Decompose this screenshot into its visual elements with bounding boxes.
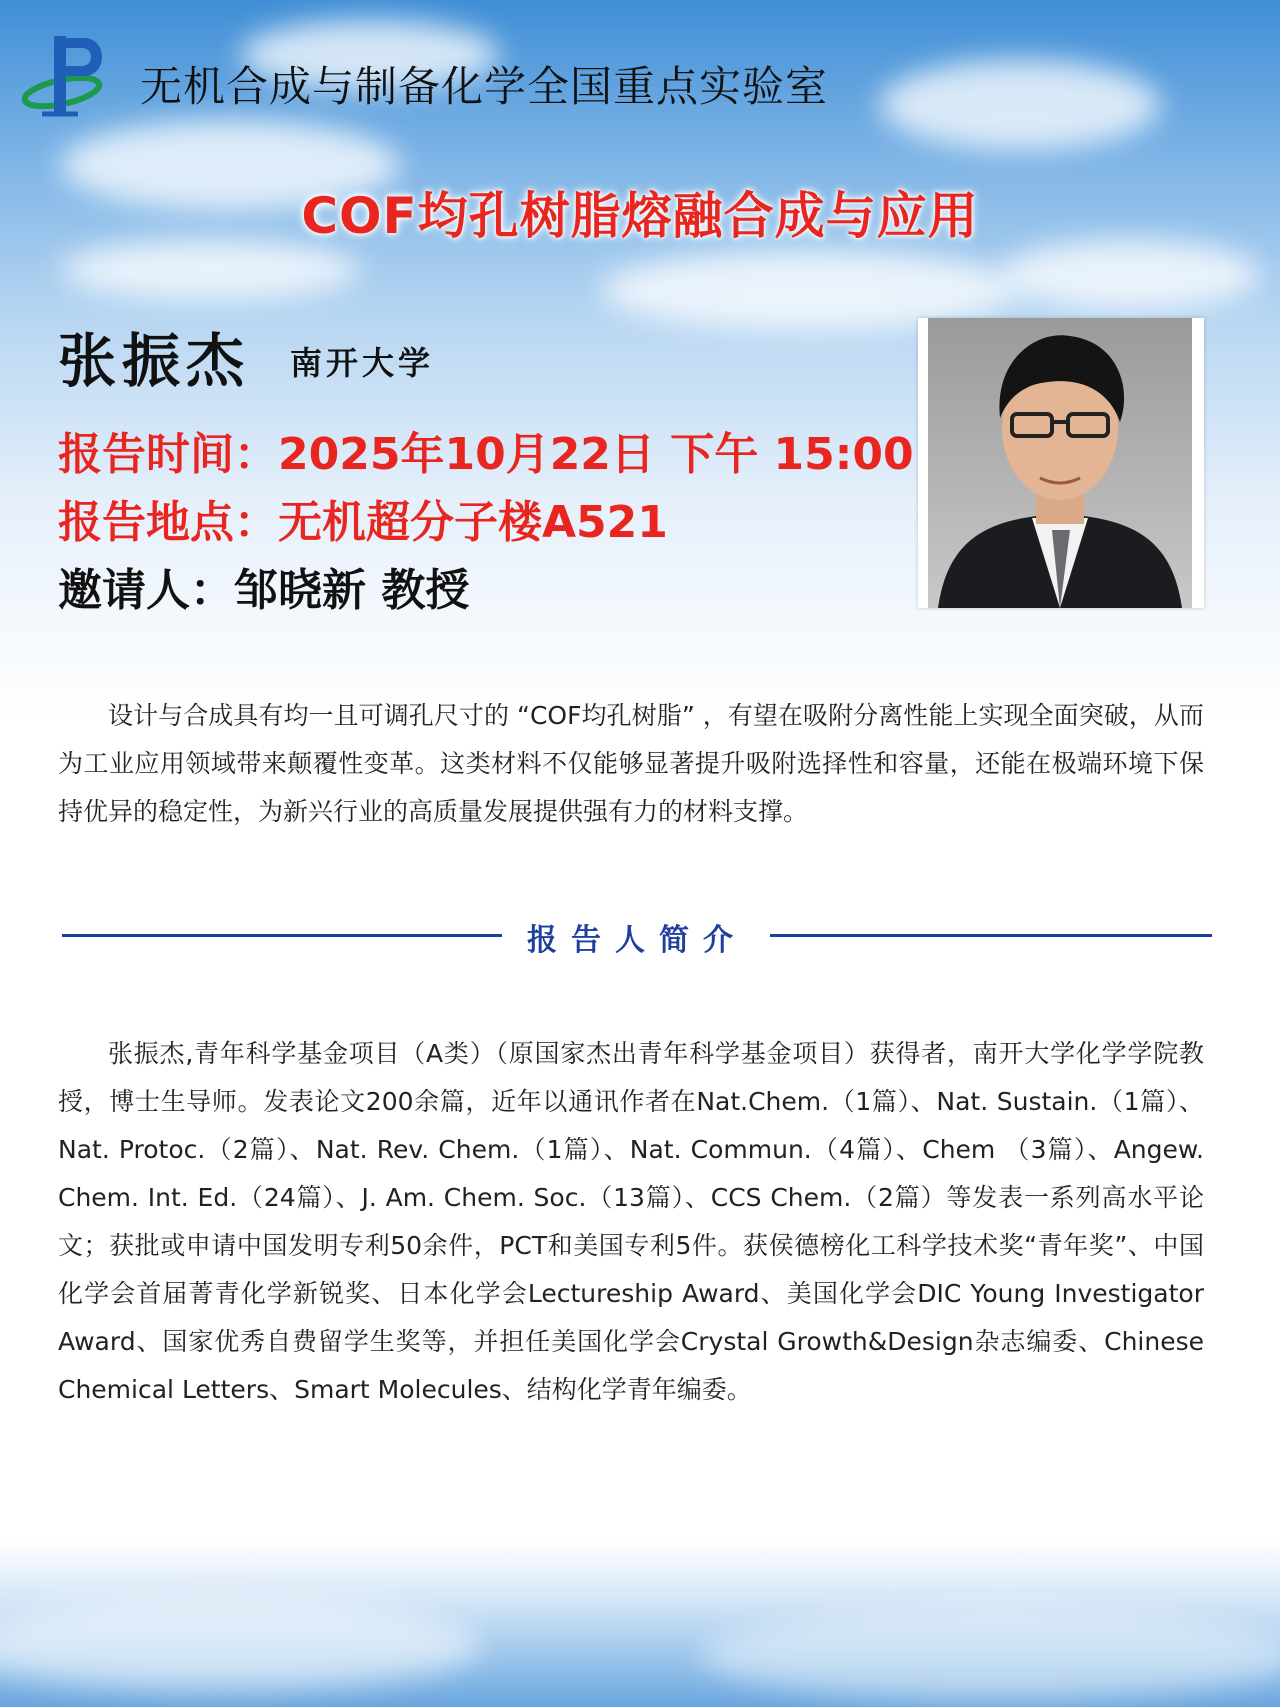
speaker-photo-frame <box>918 318 1204 608</box>
speaker-affiliation: 南开大学 <box>290 344 435 382</box>
talk-title: COF均孔树脂熔融合成与应用 <box>301 187 979 245</box>
talk-abstract: 设计与合成具有均一且可调孔尺寸的 “COF均孔树脂” ，有望在吸附分离性能上实现全面突破，从而为工业应用领域带来颠覆性变革。这类材料不仅能够显著提升吸附选择性和容量，还能在极端环境下保持优异的稳定性，为新兴行业的高质量发展提供强有力的材料支撑。 <box>58 701 1204 826</box>
footer-sky-band <box>0 1540 1280 1707</box>
talk-location: 报告地点：无机超分子楼A521 <box>58 497 668 548</box>
speaker-name: 张振杰 <box>58 327 251 395</box>
lab-name: 无机合成与制备化学全国重点实验室 <box>140 62 829 111</box>
talk-time: 报告时间：2025年10月22日 下午 15:00 <box>58 429 914 480</box>
divider-line-left <box>62 934 502 937</box>
talk-host: 邀请人：邹晓新 教授 <box>58 565 470 616</box>
bio-section-divider <box>62 915 1212 958</box>
speaker-bio: 张振杰,青年科学基金项目（A类）（原国家杰出青年科学基金项目）获得者，南开大学化学学院教授，博士生导师。发表论文200余篇，近年以通讯作者在Nat.Chem.（1篇）、Nat. Sustain.（1篇）、Nat. Protoc.（2篇）、Nat. Rev. Chem.（1篇）、Nat. Commun.（4篇）、Chem （3篇）、Angew. Chem. Int. Ed.（24篇）、J. Am. Chem. Soc.（13篇）、CCS Chem.（2篇）等发表一系列高水平论文；获批或申请中国发明专利50余件，PCT和美国专利5件。获侯德榜化工科学技术奖“青年奖”、中国化学会首届菁青化学新锐奖、日本化学会Lectureship Award、美国化学会DIC Young Investigator Award、国家优秀自费留学生奖等，并担任美国化学会Crystal Growth&Design杂志编委、Chinese Chemical Letters、Smart Molecules、结构化学青年编委。 <box>58 1039 1204 1404</box>
speaker-portrait <box>928 318 1192 608</box>
divider-line-right <box>770 934 1212 937</box>
bio-heading: 报告人简介 <box>527 923 747 958</box>
lab-logo-icon <box>22 30 122 125</box>
